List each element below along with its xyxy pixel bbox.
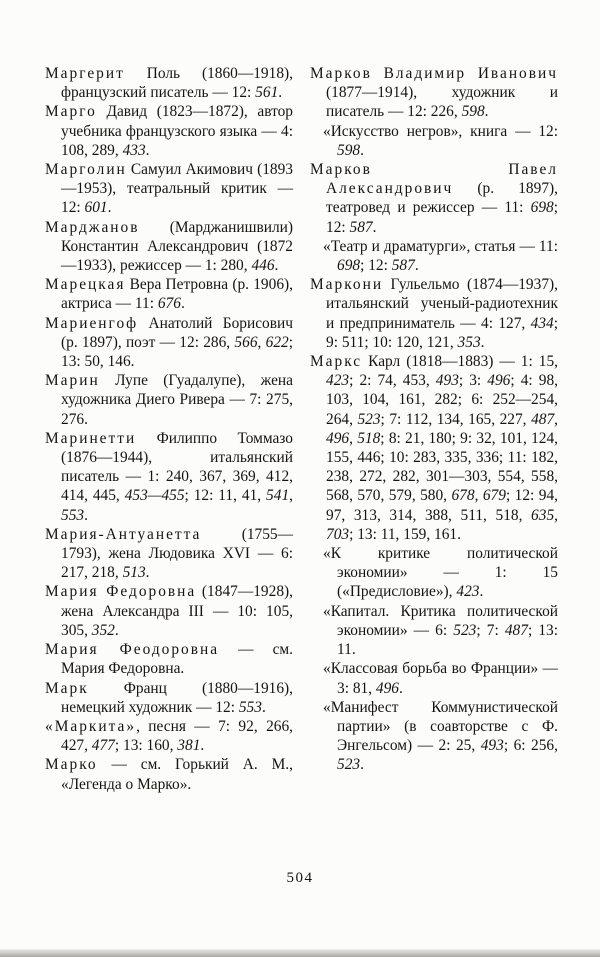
entry-text: ,	[474, 487, 483, 505]
page-ref-italic: 678	[451, 487, 475, 505]
entry-text: .	[114, 621, 119, 639]
page-ref-italic: 496	[375, 679, 399, 697]
index-entry	[45, 717, 293, 755]
page-ref-italic: 676	[157, 295, 181, 313]
page-ref-italic: 523	[357, 410, 381, 428]
scan-edge-bottom	[0, 949, 600, 957]
entry-headword: Марков Владимир Иванович	[310, 65, 558, 82]
index-entry	[45, 640, 293, 678]
index-entry	[310, 64, 558, 122]
entry-text: .	[484, 103, 489, 121]
page-ref-italic: 561	[255, 84, 279, 102]
page-number: 504	[286, 870, 314, 886]
index-subentry	[310, 698, 558, 775]
entry-text: «Театр и драматурги», статья — 11:	[323, 237, 558, 255]
entry-headword: Марджанов	[45, 218, 140, 236]
entry-text: (1877—1914), художник и писатель — 12: 226,	[326, 84, 558, 121]
entry-text: (Марджанишвили) Константин Александрович (1872—1933), режиссер — 1: 280,	[61, 218, 293, 275]
entry-text: ,	[554, 410, 559, 428]
page-ref-italic: 496	[326, 429, 350, 447]
page-ref-italic: 446	[251, 257, 275, 275]
page-ref-italic: 587	[349, 218, 373, 236]
entry-text: ; 4: 98, 103, 104, 161, 282; 6: 252—254, 264,	[326, 372, 558, 428]
entry-text: ; 12: 11, 41,	[184, 487, 267, 505]
page-ref-italic: 487	[531, 410, 555, 428]
entry-text: ; 7: 112, 134, 165, 227,	[380, 410, 532, 428]
entry-headword: Мария Федоровна	[45, 583, 197, 601]
entry-text: «К критике политической экономии» — 1: 15 («Предисловие»),	[323, 545, 558, 601]
page-ref-italic: 423	[326, 372, 350, 390]
page-ref-italic: 518	[357, 429, 381, 447]
page-ref-italic: 635	[531, 506, 555, 524]
entry-text: ,	[257, 333, 266, 351]
entry-text: ; 12:	[360, 257, 392, 275]
page-ref-italic: 566	[234, 333, 258, 351]
entry-text: Филиппо Томмазо (1876—1944), итальянский писатель — 1: 240, 367, 369, 412, 414, 445,	[61, 429, 293, 505]
entry-text: .	[278, 84, 283, 102]
entry-text: «Искусство негров», книга — 12:	[323, 122, 558, 140]
index-entry	[310, 275, 558, 352]
page-ref-italic: 598	[461, 103, 485, 121]
page-ref-italic: 523	[337, 756, 361, 774]
entry-text: Давид (1823—1872), автор учебника французского языка — 4: 108, 289,	[61, 103, 293, 159]
entry-text: Лупе (Гуадалупе), жена художника Диего Ривера — 7: 275, 276.	[61, 372, 293, 428]
index-subentry	[310, 544, 558, 602]
entry-text: — см. Горький А. М., «Легенда о Марко».	[61, 756, 293, 793]
index-entry	[45, 314, 293, 372]
entry-text: .	[360, 141, 364, 159]
index-subentry	[310, 659, 558, 697]
page-ref-italic: 423	[456, 583, 480, 601]
entry-text: .	[360, 756, 364, 774]
entry-headword: Марин	[45, 372, 100, 390]
page-ref-italic: 493	[480, 737, 504, 755]
entry-text: .	[145, 564, 150, 582]
entry-text: Франц (1880—1916), немецкий художник — 12:	[61, 679, 293, 716]
entry-text: .	[261, 698, 266, 716]
page-ref-italic: 434	[530, 314, 554, 332]
entry-text: «Классовая борьба во Франции» — 3: 81,	[323, 660, 558, 697]
entry-headword: Маргерит	[45, 65, 125, 82]
entry-headword: Мария-Антуанетта	[45, 525, 202, 543]
entry-text: Поль (1860—1918), французский писатель — 12:	[61, 65, 293, 102]
page-ref-italic: 433	[122, 141, 146, 159]
entry-text: (1755—1793), жена Людовика XVI — 6: 217, 218,	[61, 525, 293, 582]
page-ref-italic: 703	[326, 525, 350, 543]
entry-text: .	[414, 257, 419, 275]
index-entry	[45, 582, 293, 640]
index-entry	[45, 64, 293, 102]
entry-text: Карл (1818—1883) — 1: 15,	[362, 353, 558, 371]
index-entry	[45, 275, 293, 313]
entry-headword: Марецкая	[45, 276, 126, 294]
entry-text: ,	[554, 506, 558, 524]
index-columns	[45, 64, 559, 794]
entry-headword: Маркони	[310, 276, 384, 294]
index-entry	[45, 160, 293, 218]
entry-text: (1847—1928), жена Александра III — 10: 105, 305,	[61, 583, 293, 639]
page-ref-italic: 541	[266, 487, 290, 505]
page-ref-italic: 353	[457, 333, 481, 351]
page-ref-italic: 598	[337, 141, 361, 159]
entry-text: ; 13: 50, 146.	[61, 333, 293, 371]
page-ref-italic: 587	[391, 257, 415, 275]
entry-text: Вера Петровна (р. 1906), актриса — 11:	[61, 276, 293, 313]
page-ref-italic: 553	[238, 698, 262, 716]
index-entry	[310, 352, 558, 544]
page-ref-italic: 487	[504, 621, 528, 639]
page-ref-italic: 513	[122, 564, 146, 582]
entry-headword: «Маркита»	[45, 717, 137, 735]
entry-text: ; 13: 11.	[337, 621, 558, 659]
entry-text: ; 7:	[476, 621, 505, 639]
entry-text: ,	[349, 429, 358, 447]
entry-text: .	[479, 583, 484, 601]
page-ref-italic: 453—455	[124, 487, 185, 505]
page-ref-italic: 523	[453, 621, 477, 639]
page-ref-italic: 381	[177, 737, 201, 755]
page-ref-italic: 496	[487, 372, 511, 390]
page-ref-italic: 698	[337, 257, 361, 275]
index-column-right	[310, 64, 558, 794]
entry-text: ; 6: 256,	[503, 737, 558, 755]
page-ref-italic: 553	[61, 506, 85, 524]
page-ref-italic: 477	[91, 737, 115, 755]
entry-text: Гульельмо (1874—1937), итальянский ученый-радиотехник и предприниматель — 4: 127,	[326, 276, 558, 332]
entry-text: ; 9: 511; 10: 120, 121,	[326, 314, 558, 351]
entry-text: ; 13: 11, 159, 161.	[349, 525, 461, 543]
page-ref-italic: 698	[530, 199, 554, 217]
entry-text: Анатолий Борисович (р. 1897), поэт — 12: 286,	[61, 314, 293, 351]
entry-text: ; 12:	[326, 199, 558, 236]
entry-text: .	[399, 679, 403, 697]
entry-headword: Марголин	[45, 161, 127, 179]
index-entry	[45, 755, 293, 793]
index-entry	[45, 679, 293, 717]
entry-text: — см. Мария Федоровна.	[61, 641, 293, 678]
entry-text: «Манифест Коммунистической партии» (в соавторстве с Ф. Энгельсом) — 2: 25,	[323, 698, 558, 755]
index-subentry	[310, 237, 558, 275]
entry-text: ; 12: 94, 97, 313, 314, 388, 511, 518,	[326, 487, 558, 524]
entry-text: ,	[289, 487, 293, 505]
page-ref-italic: 352	[91, 621, 115, 639]
index-entry	[45, 525, 293, 583]
entry-text: .	[372, 218, 377, 236]
index-entry	[45, 371, 293, 429]
entry-text: .	[145, 141, 150, 159]
entry-headword: Марков Павел Александрович	[310, 161, 558, 198]
page-ref-italic: 679	[482, 487, 506, 505]
entry-text: .	[200, 737, 205, 755]
entry-headword: Марко	[45, 756, 98, 774]
entry-headword: Марго	[45, 103, 97, 121]
index-subentry	[310, 122, 558, 160]
entry-text: ; 8: 21, 180; 9: 32, 101, 124, 155, 446; 10: 283, 335, 336; 11: 182, 238, 272, 282, 301—303, 554, 558, 568, 570, 579, 580,	[326, 429, 558, 505]
entry-headword: Марк	[45, 679, 89, 697]
entry-text: Самуил Акимович (1893—1953), театральный критик — 12:	[61, 161, 293, 217]
index-entry	[45, 429, 293, 525]
entry-text: , песня — 7: 92, 266, 427,	[61, 717, 293, 755]
index-entry	[45, 218, 293, 276]
entry-text: (р. 1897), театровед и режиссер — 11:	[326, 180, 558, 217]
entry-headword: Мариенгоф	[45, 314, 139, 332]
entry-text: ; 13: 160,	[114, 737, 178, 755]
entry-headword: Маркс	[310, 353, 363, 371]
index-entry	[45, 102, 293, 160]
index-column-left	[45, 64, 293, 794]
entry-text: .	[180, 295, 185, 313]
index-entry	[310, 160, 558, 237]
page-ref-italic: 493	[435, 372, 459, 390]
page-ref-italic: 622	[265, 333, 289, 351]
entry-text: «Капитал. Критика политической экономии» — 6:	[323, 602, 558, 639]
entry-text: .	[107, 199, 112, 217]
entry-headword: Мария Феодоровна	[45, 641, 220, 659]
entry-text: .	[480, 333, 485, 351]
page-ref-italic: 601	[84, 199, 108, 217]
index-subentry	[310, 602, 558, 660]
entry-text: ; 3:	[458, 372, 488, 390]
entry-headword: Маринетти	[45, 429, 137, 447]
entry-text: ; 2: 74, 453,	[349, 372, 436, 390]
entry-text: .	[84, 506, 88, 524]
entry-text: .	[274, 257, 279, 275]
